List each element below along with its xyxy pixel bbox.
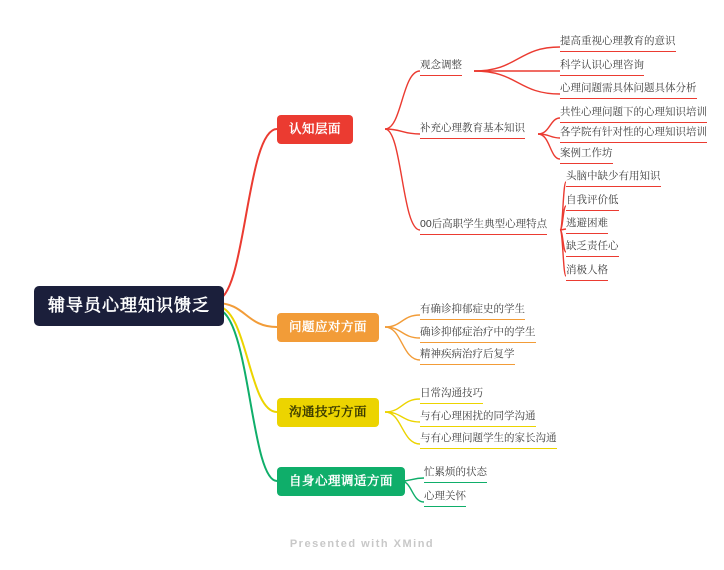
subtopic-node[interactable]: 逃避困难 <box>566 215 608 234</box>
topic-node[interactable]: 观念调整 <box>420 57 462 76</box>
subtopic-node[interactable]: 头脑中缺少有用知识 <box>566 168 661 187</box>
topic-node[interactable]: 精神疾病治疗后复学 <box>420 346 515 365</box>
subtopic-node[interactable]: 科学认识心理咨询 <box>560 57 644 76</box>
subtopic-node[interactable]: 消极人格 <box>566 262 608 281</box>
root-node[interactable]: 辅导员心理知识馈乏 <box>34 286 224 326</box>
topic-node[interactable]: 补充心理教育基本知识 <box>420 120 525 139</box>
topic-node[interactable]: 确诊抑郁症治疗中的学生 <box>420 324 536 343</box>
topic-node[interactable]: 忙累烦的状态 <box>424 464 487 483</box>
subtopic-node[interactable]: 缺乏责任心 <box>566 238 619 257</box>
branch-node-problem-response[interactable]: 问题应对方面 <box>277 313 379 342</box>
subtopic-node[interactable]: 共性心理问题下的心理知识培训 <box>560 104 707 123</box>
branch-node-cognitive[interactable]: 认知层面 <box>277 115 353 144</box>
topic-node[interactable]: 日常沟通技巧 <box>420 385 483 404</box>
subtopic-node[interactable]: 各学院有针对性的心理知识培训 <box>560 124 707 143</box>
topic-node[interactable]: 有确诊抑郁症史的学生 <box>420 301 525 320</box>
topic-node[interactable]: 心理关怀 <box>424 488 466 507</box>
subtopic-node[interactable]: 心理问题需具体问题具体分析 <box>560 80 697 99</box>
topic-node[interactable]: 00后高职学生典型心理特点 <box>420 216 547 235</box>
branch-node-communication-skills[interactable]: 沟通技巧方面 <box>277 398 379 427</box>
subtopic-node[interactable]: 自我评价低 <box>566 192 619 211</box>
topic-node[interactable]: 与有心理问题学生的家长沟通 <box>420 430 557 449</box>
topic-node[interactable]: 与有心理困扰的同学沟通 <box>420 408 536 427</box>
subtopic-node[interactable]: 提高重视心理教育的意识 <box>560 33 676 52</box>
watermark-label: Presented with XMind <box>289 538 435 550</box>
subtopic-node[interactable]: 案例工作坊 <box>560 145 613 164</box>
branch-node-self-adjustment[interactable]: 自身心理调适方面 <box>277 467 405 496</box>
